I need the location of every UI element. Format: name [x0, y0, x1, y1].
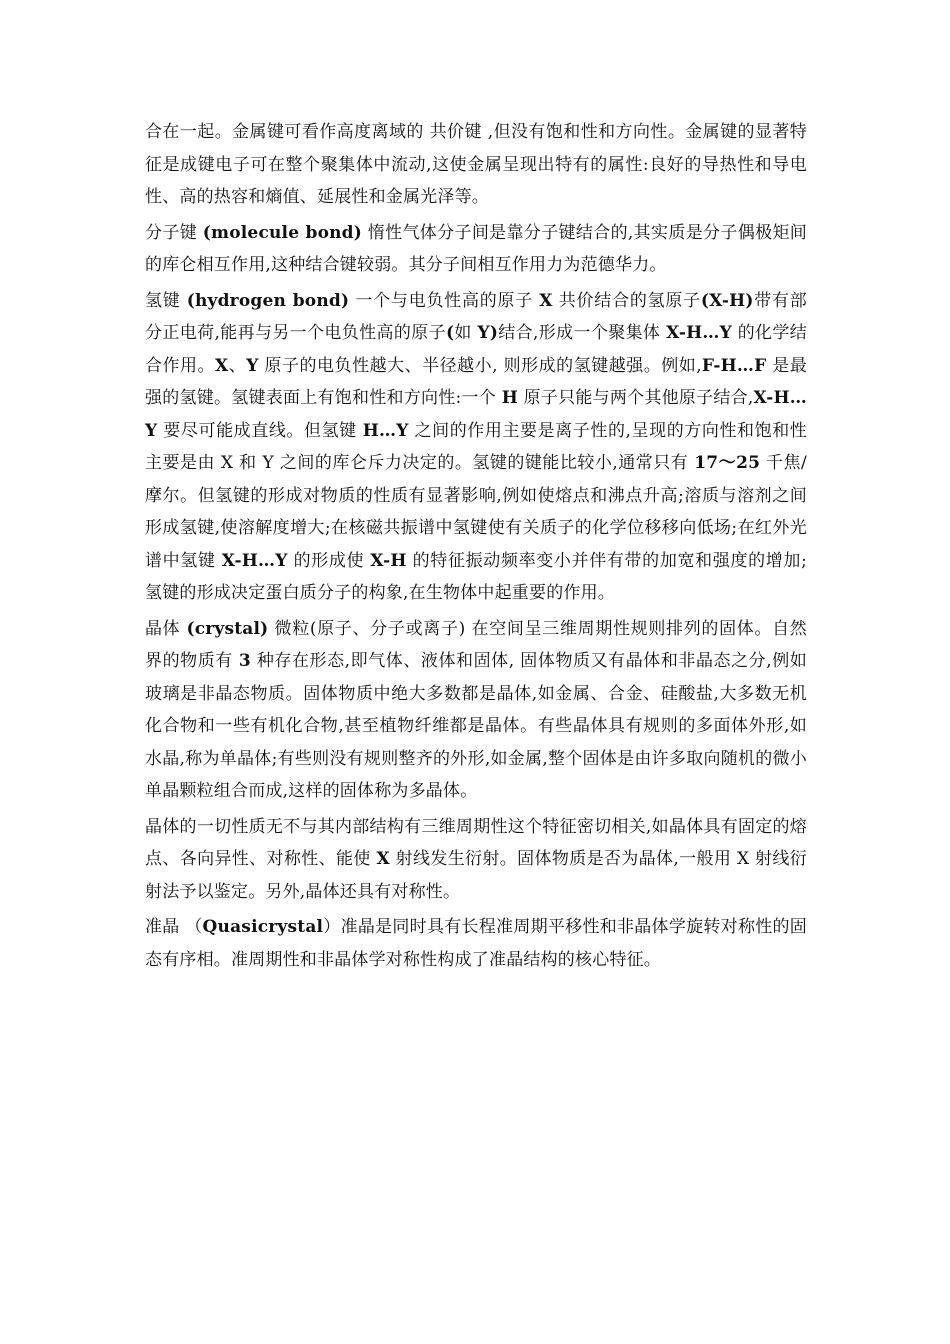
- bold-term: 17～25: [694, 453, 761, 473]
- bold-term: X-H…Y: [666, 323, 732, 343]
- text-segment: 惰性气体分子间是靠分子键结合的,其实质是分子偶极矩间的库仑相互作用,这种结合键较弱。其分子间相互作用力为范德华力。: [145, 222, 807, 275]
- bold-term: Y: [246, 355, 259, 376]
- text-segment: 原子的电负性越大、半径越小, 则形成的氢键越强。例如,: [258, 355, 702, 376]
- bold-term: H: [501, 388, 518, 408]
- text-segment: 千焦/摩尔。但氢键的形成对物质的性质有显著影响,例如使熔点和沸点升高;溶质与溶剂之间形成氢键,使溶解度增大;在核磁共振谱中氢键使有关质子的化学位移移向低场;在红外光谱中氢键: [145, 453, 807, 571]
- document-page: [145, 116, 807, 979]
- bold-term: F-H…F: [701, 355, 767, 376]
- bold-term: (X-H): [700, 290, 754, 311]
- text-segment: 如: [454, 323, 478, 343]
- text-segment: 射线发生衍射。固体物质是否为晶体,一般用 X 射线衍射法予以鉴定。另外,晶体还具有对称性。: [145, 849, 807, 902]
- paragraph-molecular-bond: [145, 217, 807, 282]
- paragraph-hydrogen-bond: [145, 285, 807, 610]
- bold-term: (: [445, 323, 455, 343]
- text-segment: 之间的作用主要是离子性的,呈现的方向性和饱和性主要是由 X 和 Y 之间的库仑斥力决定的。氢键的键能比较小,通常只有: [145, 420, 807, 473]
- bold-term: Y): [477, 323, 499, 343]
- bold-term: X: [215, 355, 229, 376]
- bold-term: X: [539, 290, 553, 311]
- text-segment: 要尽可能成直线。但氢键: [157, 420, 363, 441]
- bold-term: (crystal): [186, 618, 269, 639]
- text-segment: 共价结合的氢原子: [552, 290, 701, 311]
- text-segment: 一个与电负性高的原子: [349, 290, 540, 311]
- text-segment: 准晶 （: [145, 917, 203, 937]
- text-segment: 种存在形态,即气体、液体和固体, 固体物质又有晶体和非晶态之分,例如玻璃是非晶态物质。固体物质中绝大多数都是晶体,如金属、合金、硅酸盐,大多数无机化合物和一些有机化合物,甚至植物纤维都是晶体。有些晶体具有规则的多面体外形,如水晶,称为单晶体;有些则没有规则整齐的外形,如金属,整个固体是由许多取向随机的微小单晶颗粒组合而成,这样的固体称为多晶体。: [145, 651, 807, 801]
- bold-term: X-H…Y: [145, 388, 808, 441]
- bold-term: X-H…Y: [221, 550, 288, 571]
- text-segment: 是最强的氢键。氢键表面上有饱和性和方向性:一个: [145, 355, 807, 408]
- text-segment: 晶体的一切性质无不与其内部结构有三维周期性这个特征密切相关,如晶体具有固定的熔点、各向异性、对称性、能使: [145, 816, 807, 869]
- text-segment: 结合,形成一个聚集体: [498, 323, 667, 343]
- paragraph-crystal-properties: [145, 811, 807, 909]
- bold-term: (hydrogen bond): [186, 290, 350, 311]
- text-segment: 氢键: [145, 290, 187, 311]
- text-segment: 的化学结合作用。: [145, 323, 807, 376]
- bold-term: 3: [238, 651, 251, 671]
- text-segment: 微粒(原子、分子或离子) 在空间呈三维周期性规则排列的固体。自然界的物质有: [145, 618, 807, 671]
- paragraph-metallic-bond: [145, 116, 807, 214]
- text-segment: 原子只能与两个其他原子结合,: [517, 388, 754, 408]
- text-segment: 的特征振动频率变小并伴有带的加宽和强度的增加;氢键的形成决定蛋白质分子的构象,在生物体中起重要的作用。: [145, 550, 807, 603]
- bold-term: X-H: [370, 550, 407, 571]
- bold-term: (molecule bond): [202, 222, 363, 243]
- text-segment: 带有部分正电荷,能再与另一个电负性高的原子: [145, 290, 807, 343]
- paragraph-crystal: [145, 613, 807, 808]
- text-segment: ）准晶是同时具有长程准周期平移性和非晶体学旋转对称性的固态有序相。准周期性和非晶体学对称性构成了准晶结构的核心特征。: [145, 917, 807, 970]
- paragraph-quasicrystal: [145, 911, 807, 976]
- text-segment: 分子键: [145, 222, 203, 243]
- bold-term: Quasicrystal: [202, 917, 324, 937]
- text-segment: 合在一起。金属键可看作高度离域的 共价键 ,但没有饱和性和方向性。金属键的显著特征是成键电子可在整个聚集体中流动,这使金属呈现出特有的属性:良好的导热性和导电性、高的热容和熵值、延展性和金属光泽等。: [145, 122, 807, 207]
- bold-term: H…Y: [362, 420, 409, 441]
- text-segment: 、: [228, 355, 247, 376]
- text-segment: 的形成使: [287, 550, 371, 571]
- bold-term: X: [376, 849, 390, 869]
- text-segment: 晶体: [145, 618, 187, 639]
